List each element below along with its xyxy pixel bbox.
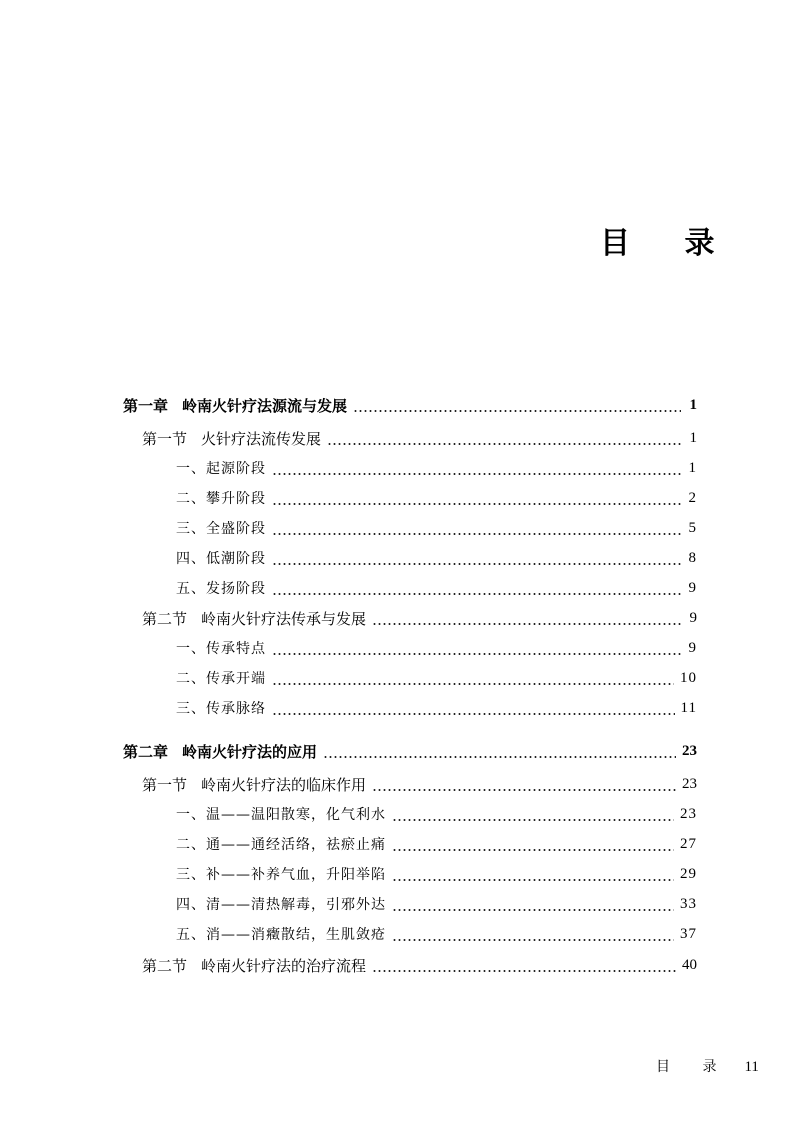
- toc-item[interactable]: [176, 803, 697, 825]
- toc-label: 第二节 岭南火针疗法的治疗流程: [142, 956, 367, 975]
- toc-page-number: 29: [680, 865, 697, 882]
- dot-leader: [392, 803, 674, 825]
- dot-leader: [323, 740, 676, 762]
- dot-leader: [327, 427, 681, 449]
- dot-leader: [272, 487, 681, 509]
- toc-item[interactable]: [176, 637, 697, 659]
- toc-page-number: 1: [688, 459, 697, 476]
- toc-section-1-2[interactable]: [142, 607, 697, 629]
- toc-section-2-2[interactable]: [142, 954, 697, 976]
- toc-label: 三、传承脉络: [176, 701, 266, 717]
- toc-page-number: 5: [688, 519, 697, 536]
- toc-page-number: 8: [688, 549, 697, 566]
- toc-page-number: 1: [689, 396, 697, 413]
- footer-label: 目 录: [656, 1059, 731, 1075]
- toc-page-number: 11: [680, 699, 697, 716]
- dot-leader: [272, 637, 681, 659]
- toc-label: 三、全盛阶段: [176, 521, 266, 537]
- toc-item[interactable]: [176, 833, 697, 855]
- toc-item[interactable]: [176, 457, 697, 479]
- dot-leader: [272, 697, 675, 719]
- dot-leader: [272, 547, 681, 569]
- toc-page-number: 23: [680, 805, 697, 822]
- toc-page-number: 23: [682, 742, 697, 759]
- toc-label: 二、攀升阶段: [176, 491, 266, 507]
- dot-leader: [392, 923, 674, 945]
- toc-label: 四、低潮阶段: [176, 551, 266, 567]
- dot-leader: [272, 457, 681, 479]
- toc-label: 一、起源阶段: [176, 461, 266, 477]
- page-footer: [656, 1056, 759, 1076]
- toc-label: 四、清——清热解毒，引邪外达: [176, 897, 386, 913]
- toc-item[interactable]: [176, 697, 697, 719]
- toc-label: 第一章 岭南火针疗法源流与发展: [123, 396, 348, 415]
- toc-label: 二、传承开端: [176, 671, 266, 687]
- toc-page-number: 9: [688, 579, 697, 596]
- toc-label: 二、通——通经活络，祛瘀止痛: [176, 837, 386, 853]
- toc-page-number: 23: [682, 775, 697, 792]
- toc-page-number: 40: [682, 956, 697, 973]
- footer-page-number: 11: [744, 1059, 759, 1075]
- toc-label: 一、温——温阳散寒，化气利水: [176, 807, 386, 823]
- dot-leader: [272, 517, 681, 539]
- dot-leader: [272, 667, 674, 689]
- toc-label: 第一节 火针疗法流传发展: [142, 429, 322, 448]
- toc-item[interactable]: [176, 517, 697, 539]
- toc-item[interactable]: [176, 893, 697, 915]
- toc-page-number: 37: [680, 925, 697, 942]
- toc-item[interactable]: [176, 667, 697, 689]
- toc-item[interactable]: [176, 863, 697, 885]
- toc-label: 第二节 岭南火针疗法传承与发展: [142, 609, 367, 628]
- toc-item[interactable]: [176, 577, 697, 599]
- dot-leader: [372, 607, 681, 629]
- toc-item[interactable]: [176, 547, 697, 569]
- toc-page-number: 9: [689, 609, 697, 626]
- toc-label: 一、传承特点: [176, 641, 266, 657]
- dot-leader: [372, 954, 676, 976]
- dot-leader: [392, 863, 674, 885]
- toc-label: 五、消——消癥散结，生肌敛疮: [176, 927, 386, 943]
- toc-page-number: 1: [689, 429, 697, 446]
- toc-page-number: 27: [680, 835, 697, 852]
- toc-label: 五、发扬阶段: [176, 581, 266, 597]
- toc-page-number: 10: [680, 669, 697, 686]
- dot-leader: [353, 394, 681, 416]
- toc-item[interactable]: [176, 487, 697, 509]
- toc-label: 第一节 岭南火针疗法的临床作用: [142, 775, 367, 794]
- toc-page-number: 33: [680, 895, 697, 912]
- toc-page-number: 2: [688, 489, 697, 506]
- toc-chapter-2[interactable]: [123, 740, 697, 762]
- dot-leader: [272, 577, 681, 599]
- toc-chapter-1[interactable]: [123, 394, 697, 416]
- toc-item[interactable]: [176, 923, 697, 945]
- toc-label: 三、补——补养气血，升阳举陷: [176, 867, 386, 883]
- toc-label: 第二章 岭南火针疗法的应用: [123, 742, 318, 761]
- toc-page-number: 9: [688, 639, 697, 656]
- dot-leader: [372, 773, 676, 795]
- toc-section-1-1[interactable]: [142, 427, 697, 449]
- dot-leader: [392, 893, 674, 915]
- page-title: 目 录: [600, 226, 737, 261]
- toc-section-2-1[interactable]: [142, 773, 697, 795]
- dot-leader: [392, 833, 674, 855]
